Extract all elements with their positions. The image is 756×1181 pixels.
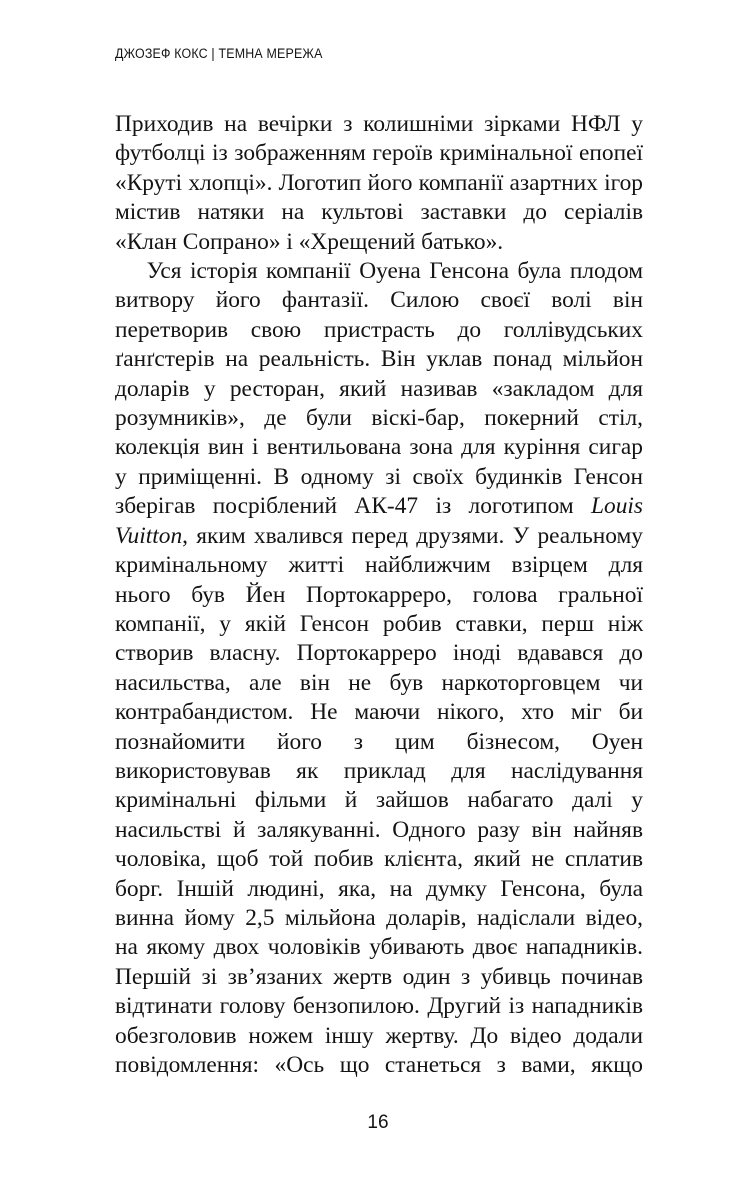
paragraph-2 (115, 257, 643, 1110)
body-text-column (115, 110, 643, 1110)
page-number: 16 (367, 1112, 389, 1133)
paragraph-2-segment-1: Уся історія компанії Оуена Генсона була плодом витвору його фантазії. Силою своєї волі він перетворив свою пристрасть до голлівудських ґанґстерів на реальність. Він уклав понад мільйон доларів у ресторан, який називав «закладом для розумників», де були віскі-бар, покерний стіл, колекція вин і вентильована зона для куріння сигар у приміщенні. В одному зі своїх будинків Генсон зберігав посріблений АК-47 із логотипом (115, 258, 643, 520)
paragraph-1: Приходив на вечірки з колишніми зірками НФЛ у футболці із зображенням героїв кримінальної епопеї «Круті хлопці». Логотип його компанії азартних ігор містив натяки на культові заставки до серіалів «Клан Сопрано» і «Хрещений батько». (115, 111, 643, 255)
running-head: ДЖОЗЕФ КОКС | ТЕМНА МЕРЕЖА (115, 46, 323, 61)
paragraph-2-segment-3: , яким хвалився перед друзями. У реальному кримінальному житті найближчим взірцем для нього був Йен Портокарреро, голова гральної компанії, у якій Генсон робив ставки, перш ніж створив власну. Портокарреро іноді вдавався до насильства, але він не був наркоторговцем чи контрабандистом. Не маючи нікого, хто міг би познайомити його з цим бізнесом, Оуен використовував як приклад для наслідування кримінальні фільми й зайшов набагато далі у насильстві й залякуванні. Одного разу він найняв чоловіка, щоб той побив клієнта, який не сплатив борг. Іншій людині, яка, на думку Генсона, була винна йому 2,5 мільйона доларів, надіслали відео, на якому двох чоловіків убивають двоє нападників. Першій зі зв’язаних жертв один з убивць починав відтинати голову бензопилою. Другий із нападників обезголовив ножем іншу жертву. До відео додали повідомлення: «Ось що станеться з вами, якщо (115, 522, 643, 1078)
brand-name-italic: Louis Vuitton (115, 493, 643, 549)
